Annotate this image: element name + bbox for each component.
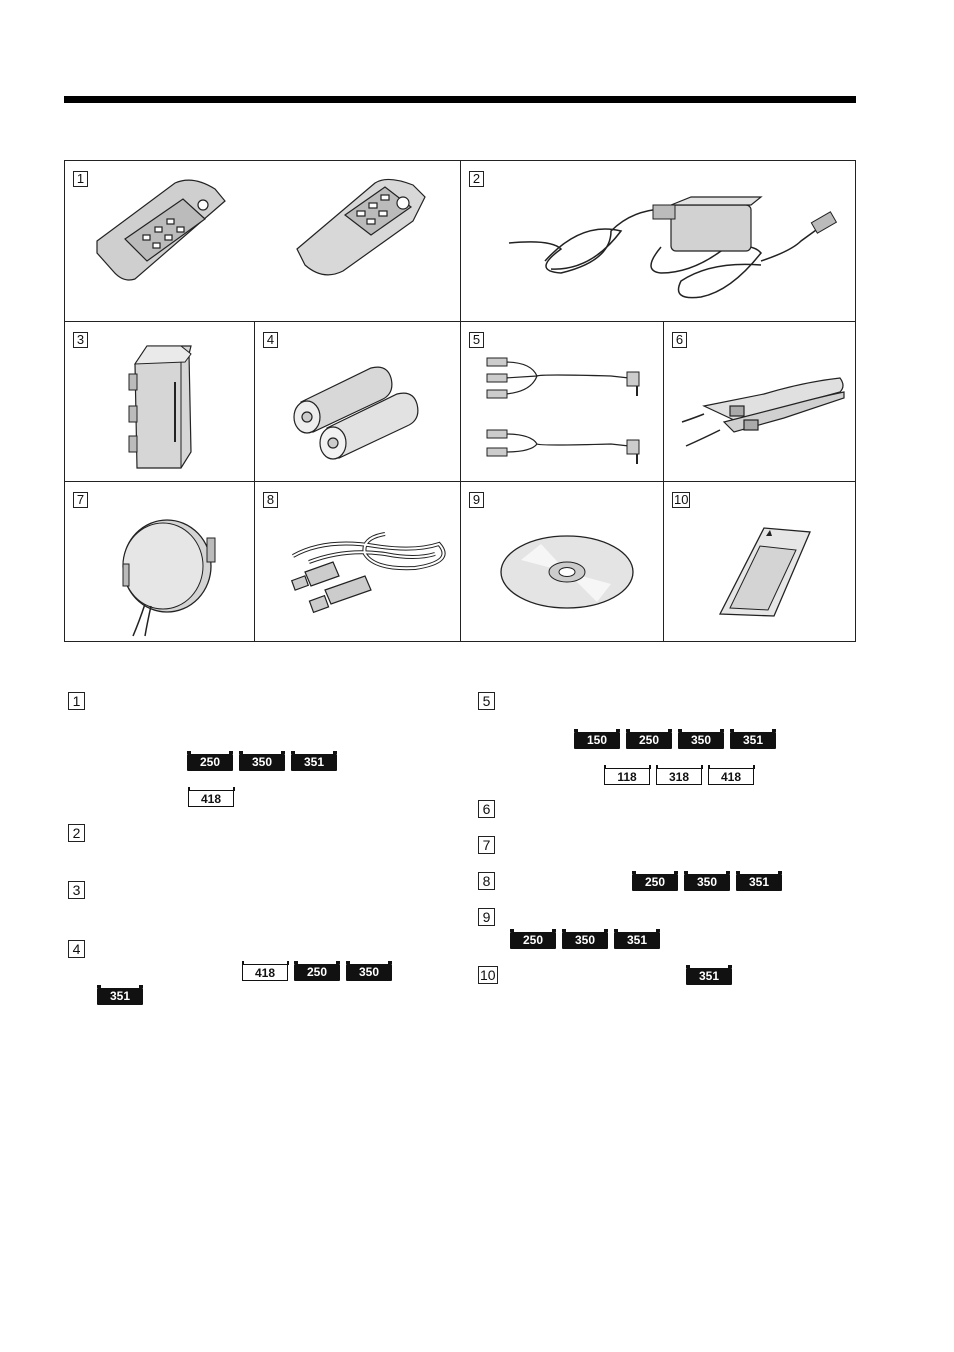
model-badge: 250	[632, 874, 678, 891]
cell-shoulder-strap	[664, 322, 856, 482]
model-badge: 351	[97, 988, 143, 1005]
model-badges	[686, 968, 732, 985]
model-badges	[632, 874, 782, 891]
cell-aa-batteries	[255, 322, 461, 482]
cell-av-cables	[461, 322, 664, 482]
model-badge: 250	[626, 732, 672, 749]
list-number-9: 9	[478, 908, 495, 926]
ac-adaptor-illustration	[461, 161, 856, 322]
accessories-figure	[64, 160, 856, 642]
cell-memory-stick	[664, 482, 856, 642]
cell-cd-rom	[461, 482, 664, 642]
model-badge: 350	[346, 964, 392, 981]
model-badges	[188, 790, 234, 807]
av-cables-illustration	[461, 322, 664, 482]
list-number-4: 4	[68, 940, 85, 958]
list-number-7: 7	[478, 836, 495, 854]
model-badge: 351	[614, 932, 660, 949]
memory-stick-illustration	[664, 482, 856, 642]
model-badge: 350	[239, 754, 285, 771]
model-badge: 418	[242, 964, 288, 981]
model-badges	[574, 732, 776, 749]
cell-ac-adaptor	[461, 161, 856, 322]
list-number-3: 3	[68, 881, 85, 899]
shoulder-strap-illustration	[664, 322, 856, 482]
model-badge: 350	[678, 732, 724, 749]
list-number-2: 2	[68, 824, 85, 842]
model-badge: 250	[294, 964, 340, 981]
model-badge: 351	[730, 732, 776, 749]
cell-usb-cable	[255, 482, 461, 642]
model-badge: 350	[562, 932, 608, 949]
model-badge: 418	[708, 768, 754, 785]
list-number-1: 1	[68, 692, 85, 710]
battery-pack-illustration	[65, 322, 255, 482]
cell-lens-cap	[65, 482, 255, 642]
cell-number: 8	[263, 492, 278, 508]
model-badge: 318	[656, 768, 702, 785]
list-number-10: 10	[480, 967, 496, 983]
cd-rom-illustration	[461, 482, 664, 642]
model-badge: 118	[604, 768, 650, 785]
cell-remote-commanders	[65, 161, 461, 322]
model-badge: 350	[684, 874, 730, 891]
cell-number: 10	[674, 492, 689, 507]
remote-control-illustration	[65, 161, 461, 322]
model-badges	[187, 754, 337, 771]
cell-number: 4	[263, 332, 278, 348]
batteries-illustration	[255, 322, 461, 482]
model-badge: 351	[291, 754, 337, 771]
model-badges	[242, 964, 392, 981]
model-badge: 150	[574, 732, 620, 749]
list-number-6: 6	[478, 800, 495, 818]
cell-number: 9	[469, 492, 484, 508]
model-badge: 351	[686, 968, 732, 985]
model-badges	[97, 988, 143, 1005]
cell-number: 7	[73, 492, 88, 508]
cell-number: 2	[469, 171, 484, 187]
list-number-8: 8	[478, 872, 495, 890]
model-badge: 418	[188, 790, 234, 807]
model-badge: 351	[736, 874, 782, 891]
model-badge: 250	[187, 754, 233, 771]
model-badge: 250	[510, 932, 556, 949]
cell-number: 1	[73, 171, 88, 187]
cell-battery-pack	[65, 322, 255, 482]
header-rule	[64, 96, 856, 103]
cell-number: 6	[672, 332, 687, 348]
lens-cap-illustration	[65, 482, 255, 642]
cell-number: 3	[73, 332, 88, 348]
model-badges	[510, 932, 660, 949]
cell-number: 5	[469, 332, 484, 348]
usb-cable-illustration	[255, 482, 461, 642]
list-number-5: 5	[478, 692, 495, 710]
model-badges	[604, 768, 754, 785]
